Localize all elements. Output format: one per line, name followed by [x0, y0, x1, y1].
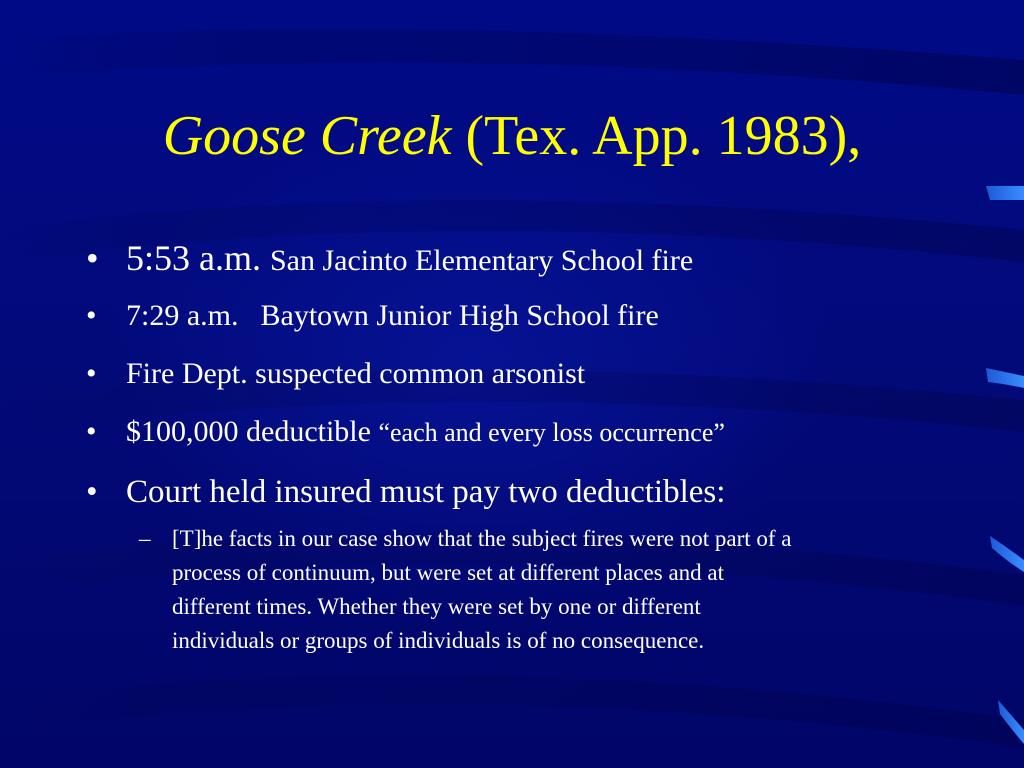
quote-line: different times. Whether they were set by one or different: [172, 594, 701, 619]
bullet-dot: •: [86, 299, 97, 332]
bullet-lead: 5:53 a.m.: [126, 238, 270, 278]
bullet-item: [86, 345, 966, 403]
quote-line: individuals or groups of individuals is of no consequence.: [172, 628, 705, 653]
bullet-quote: “each and every loss occurrence”: [378, 418, 725, 447]
bullet-item: [86, 232, 966, 287]
bullet-dot: •: [86, 357, 97, 390]
slide-title: [0, 104, 1024, 168]
sub-bullet-dash: –: [139, 526, 151, 551]
background-stripe: [0, 674, 1024, 748]
bullet-item: [86, 462, 966, 522]
sub-bullet-quote: [126, 522, 966, 658]
bullet-item: [86, 287, 966, 345]
case-citation: (Tex. App. 1983),: [451, 105, 862, 167]
background-stripe: [0, 29, 1024, 95]
bullet-lead: $100,000 deductible: [126, 415, 379, 448]
quote-line: process of continuum, but were set at different places and at: [172, 560, 725, 585]
bullet-dot: •: [86, 415, 97, 448]
edge-tab: [986, 368, 1024, 388]
bullet-text: Fire Dept. suspected common arsonist: [126, 357, 586, 390]
bullet-dot: •: [86, 474, 98, 510]
bullet-lead: 7:29 a.m.: [126, 299, 239, 332]
bullet-list: [86, 232, 966, 658]
bullet-rest: Baytown Junior High School fire: [260, 299, 659, 332]
case-name: Goose Creek: [162, 105, 452, 167]
bullet-dot: •: [86, 238, 99, 278]
edge-tab: [986, 186, 1024, 200]
bullet-text: Court held insured must pay two deductibles:: [126, 474, 726, 510]
bullet-item: [86, 403, 966, 462]
quote-line: [T]he facts in our case show that the subject fires were not part of a: [172, 526, 792, 551]
bullet-rest: San Jacinto Elementary School fire: [269, 244, 694, 277]
edge-tab: [990, 536, 1024, 572]
